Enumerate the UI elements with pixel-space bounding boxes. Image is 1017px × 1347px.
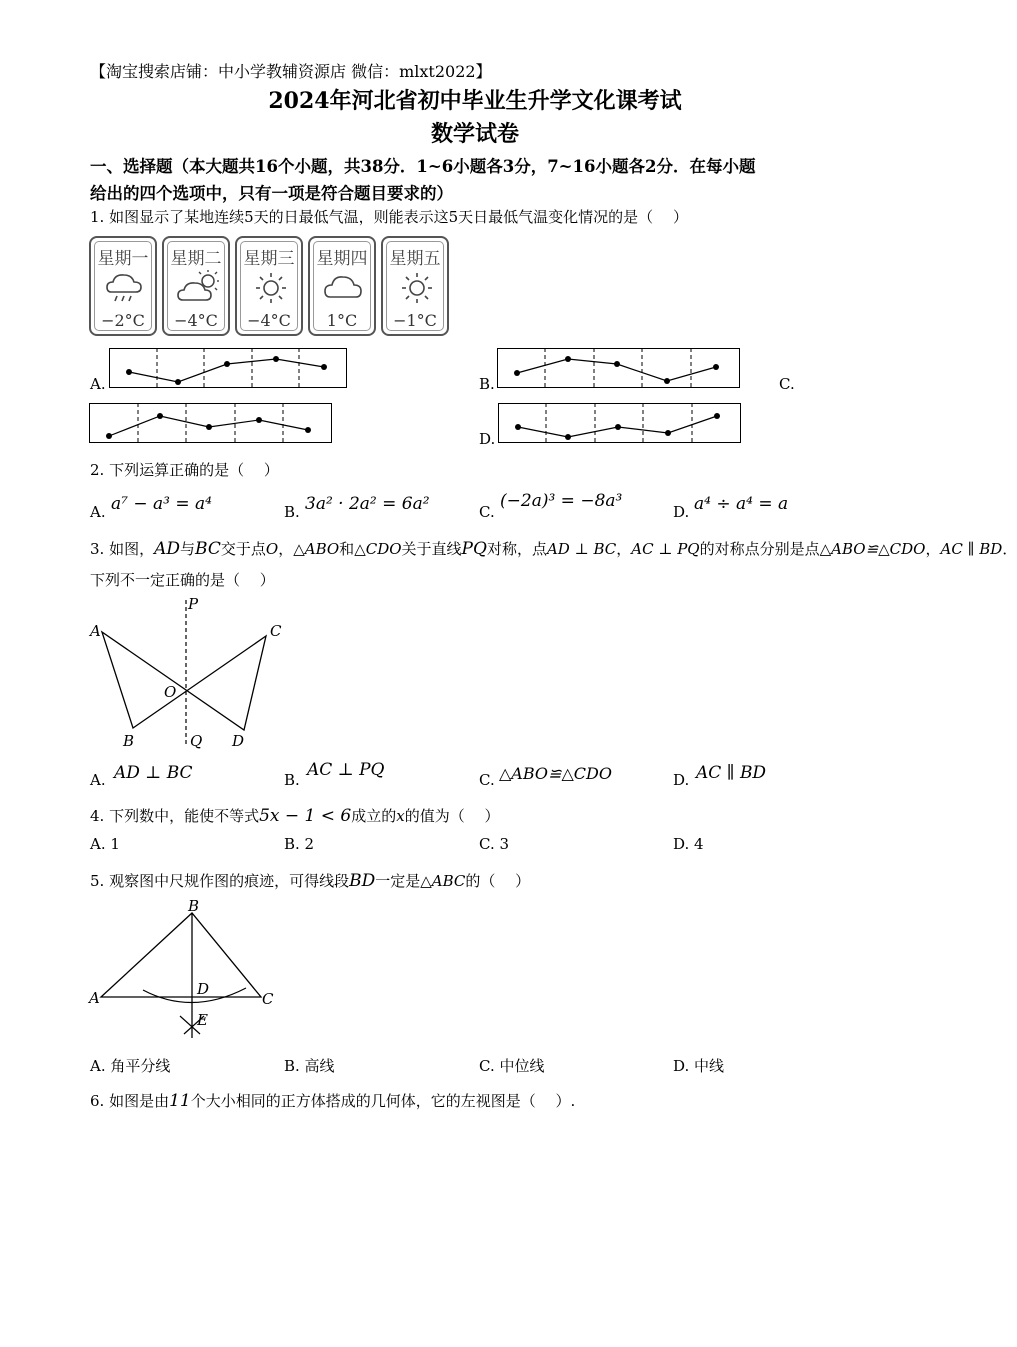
q1-stem: 1. 如图显示了某地连续5天的日最低气温，则能表示这5天日最低气温变化情况的是（ ） bbox=[90, 208, 688, 226]
q4-option-c: C. 3 bbox=[479, 835, 510, 853]
q1-option-b-graph bbox=[497, 348, 740, 388]
q1-option-d-graph bbox=[498, 403, 741, 443]
q4-stem bbox=[90, 805, 500, 826]
temp-label: 1°C bbox=[326, 311, 358, 330]
day-label: 星期一 bbox=[97, 249, 149, 269]
q2-option-d: a⁴ ÷ a⁴ = a bbox=[694, 494, 789, 514]
q4-inequality: 5x − 1 < 6 bbox=[259, 806, 352, 826]
q3-text: 3. 如图， bbox=[90, 540, 155, 558]
q3-point-c: △ABO≌△CDO bbox=[819, 540, 926, 558]
q3-text: 交于点 bbox=[220, 540, 266, 558]
q2-option-c: (−2a)³ = −8a³ bbox=[500, 491, 623, 511]
q3-text: 的对称点分别是点 bbox=[699, 540, 820, 558]
sun-icon bbox=[397, 268, 437, 308]
q2-option-b: 3a² · 2a² = 6a² bbox=[305, 494, 430, 514]
q5-text: 的（ ） bbox=[465, 872, 531, 890]
temp-label: −4°C bbox=[247, 311, 291, 330]
q3-line-pq: PQ bbox=[461, 539, 487, 559]
q1-option-c-label: C. bbox=[779, 375, 795, 393]
q1-option-b-label: B. bbox=[479, 375, 495, 393]
label-d: D bbox=[232, 732, 245, 750]
q3-text: ， bbox=[278, 540, 294, 558]
sun-icon bbox=[251, 268, 291, 308]
q3-text: 对称，点 bbox=[486, 540, 547, 558]
q5-option-d: D. 中线 bbox=[673, 1057, 725, 1075]
q3-option-b: AC ⊥ PQ bbox=[307, 760, 385, 780]
day-label: 星期二 bbox=[170, 249, 222, 269]
q2-stem: 2. 下列运算正确的是（ ） bbox=[90, 461, 279, 479]
q2-option-b-label: B. bbox=[284, 503, 300, 521]
label-b: B bbox=[188, 897, 200, 915]
q2-option-a-label: A. bbox=[90, 503, 106, 521]
q3-point-a: AD ⊥ BC bbox=[546, 540, 617, 558]
q3-text: ， bbox=[925, 540, 941, 558]
cloud-icon bbox=[324, 268, 364, 308]
label-o: O bbox=[164, 683, 177, 701]
section1-heading-line2: 给出的四个选项中，只有一项是符合题目要求的） bbox=[90, 184, 453, 203]
q3-stem-line2: 下列不一定正确的是（ ） bbox=[90, 571, 275, 589]
q5-figure bbox=[88, 898, 288, 1044]
q3-option-c-label: C. bbox=[479, 771, 495, 789]
weather-card-thu bbox=[308, 236, 376, 336]
q2-option-c-label: C. bbox=[479, 503, 495, 521]
q3-tri-cdo: △CDO bbox=[354, 540, 402, 558]
temp-label: −2°C bbox=[101, 311, 145, 330]
q4-text: 成立的 bbox=[351, 807, 397, 825]
label-c: C bbox=[270, 622, 282, 640]
rain-cloud-icon bbox=[105, 268, 145, 308]
q4-var-x: x bbox=[396, 807, 405, 825]
day-label: 星期四 bbox=[316, 249, 368, 269]
q4-option-b: B. 2 bbox=[284, 835, 315, 853]
exam-title: 2024年河北省初中毕业生升学文化课考试 bbox=[268, 88, 682, 114]
q2-option-a: a⁷ − a³ = a⁴ bbox=[111, 494, 212, 514]
q3-text: ． bbox=[1002, 540, 1017, 558]
q4-text: 的值为（ ） bbox=[404, 807, 500, 825]
q3-stem-line1 bbox=[90, 538, 1017, 559]
q4-option-d: D. 4 bbox=[673, 835, 704, 853]
header-ad: 【淘宝搜索店铺：中小学教辅资源店 微信：mlxt2022】 bbox=[90, 62, 492, 81]
weather-card-fri bbox=[381, 236, 449, 336]
q3-option-c: △ABO≌△CDO bbox=[499, 764, 612, 783]
q5-option-c: C. 中位线 bbox=[479, 1057, 545, 1075]
q6-text: 个大小相同的正方体搭成的几何体，它的左视图是（ ）. bbox=[190, 1092, 576, 1110]
label-c: C bbox=[262, 990, 274, 1008]
q3-text: 与 bbox=[180, 540, 196, 558]
q3-seg-bc: BC bbox=[195, 539, 221, 559]
label-p: P bbox=[188, 595, 199, 613]
temp-label: −1°C bbox=[393, 311, 437, 330]
temp-label: −4°C bbox=[174, 311, 218, 330]
q6-text: 6. 如图是由 bbox=[90, 1092, 170, 1110]
q5-stem bbox=[90, 870, 530, 891]
q4-text: 4. 下列数中，能使不等式 bbox=[90, 807, 260, 825]
label-a: A bbox=[90, 622, 101, 640]
label-q: Q bbox=[190, 732, 203, 750]
q1-option-d-label: D. bbox=[479, 430, 496, 448]
q3-text: 和 bbox=[339, 540, 355, 558]
q3-tri-abo: △ABO bbox=[293, 540, 340, 558]
q1-option-c-graph bbox=[89, 403, 332, 443]
q3-figure bbox=[88, 596, 298, 752]
weather-card-wed bbox=[235, 236, 303, 336]
q3-text: 关于直线 bbox=[401, 540, 462, 558]
day-label: 星期三 bbox=[243, 249, 295, 269]
q5-option-b: B. 高线 bbox=[284, 1057, 335, 1075]
q3-option-a-label: A. bbox=[90, 771, 106, 789]
q3-option-d-label: D. bbox=[673, 771, 690, 789]
label-d: D bbox=[197, 980, 210, 998]
q5-text: 一定是 bbox=[375, 872, 421, 890]
day-label: 星期五 bbox=[389, 249, 441, 269]
q5-text: 5. 观察图中尺规作图的痕迹，可得线段 bbox=[90, 872, 350, 890]
q6-number: 11 bbox=[169, 1091, 191, 1111]
label-e: E bbox=[197, 1011, 208, 1029]
partly-cloudy-icon bbox=[178, 268, 222, 308]
q3-option-d: AC ∥ BD bbox=[696, 763, 767, 783]
q3-point-o: O bbox=[265, 540, 279, 558]
q1-option-a-graph bbox=[109, 348, 347, 388]
q3-seg-ad: AD bbox=[154, 539, 181, 559]
q5-tri-abc: △ABC bbox=[420, 872, 466, 890]
q3-point-b: AC ⊥ PQ bbox=[631, 540, 700, 558]
q3-option-b-label: B. bbox=[284, 771, 300, 789]
label-a: A bbox=[89, 989, 100, 1007]
q3-option-a: AD ⊥ BC bbox=[114, 763, 193, 783]
q5-seg-bd: BD bbox=[349, 871, 376, 891]
q3-point-d: AC ∥ BD bbox=[940, 540, 1003, 558]
q5-option-a: A. 角平分线 bbox=[90, 1057, 171, 1075]
q6-stem bbox=[90, 1090, 575, 1111]
section1-heading-line1: 一、选择题（本大题共16个小题，共38分．1~6小题各3分，7~16小题各2分．在每小题 bbox=[90, 157, 756, 176]
label-b: B bbox=[123, 732, 135, 750]
weather-card-mon bbox=[89, 236, 157, 336]
q1-option-a-label: A. bbox=[90, 375, 106, 393]
weather-card-tue bbox=[162, 236, 230, 336]
q2-option-d-label: D. bbox=[673, 503, 690, 521]
exam-subtitle: 数学试卷 bbox=[430, 121, 519, 147]
q4-option-a: A. 1 bbox=[90, 835, 120, 853]
q3-text: ， bbox=[616, 540, 632, 558]
